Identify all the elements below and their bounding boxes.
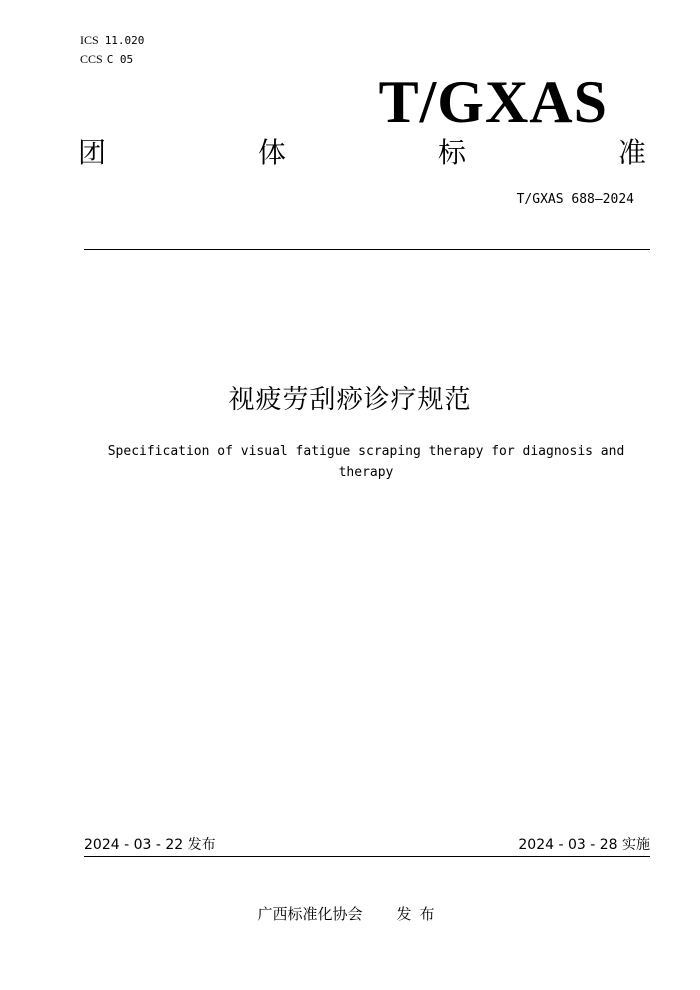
standard-type-char: 团 xyxy=(78,136,107,169)
publisher-name: 广西标准化协会 xyxy=(257,905,363,923)
publisher-action: 发布 xyxy=(396,905,443,923)
standard-type-char: 准 xyxy=(617,136,646,169)
standard-type-char: 标 xyxy=(437,136,466,169)
association-logo: T/GXAS xyxy=(378,69,608,135)
standard-type-heading xyxy=(78,136,646,170)
ccs-value: C 05 xyxy=(106,53,134,66)
ics-code xyxy=(80,33,144,48)
ccs-label: CCS xyxy=(80,52,103,66)
standard-type-char: 体 xyxy=(257,136,286,169)
bottom-divider xyxy=(84,856,650,857)
ccs-code xyxy=(80,52,133,67)
implementation-date: 2024 - 03 - 28 实施 xyxy=(518,837,650,853)
issue-date: 2024 - 03 - 22 发布 xyxy=(84,837,216,853)
ics-label: ICS xyxy=(80,33,99,47)
document-title-cn: 视疲劳刮痧诊疗规范 xyxy=(228,385,472,415)
document-title-en: Specification of visual fatigue scraping therapy for diagnosis and therapy xyxy=(107,444,625,480)
publisher-line xyxy=(0,904,700,924)
ics-value: 11.020 xyxy=(104,34,145,47)
standard-number: T/GXAS 688—2024 xyxy=(516,192,634,207)
top-divider xyxy=(84,249,650,250)
